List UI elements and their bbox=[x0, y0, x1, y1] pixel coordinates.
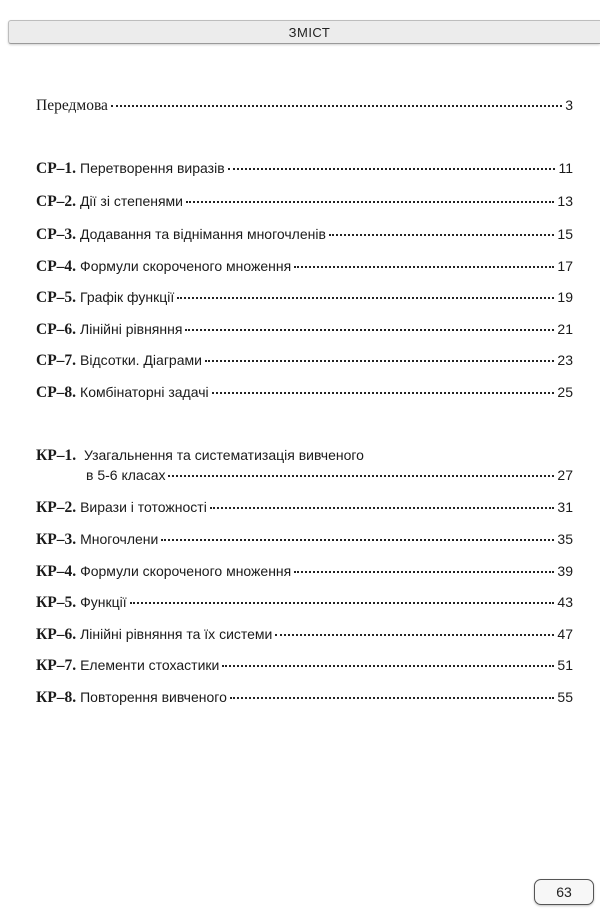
toc-entry-title: Функції bbox=[80, 594, 127, 610]
toc-entry-page: 47 bbox=[557, 626, 573, 642]
toc-entry-page: 43 bbox=[557, 594, 573, 610]
toc-entry-code: КР–4. bbox=[36, 563, 77, 580]
page-title: ЗМІСТ bbox=[288, 24, 331, 40]
toc-entry-page: 27 bbox=[557, 467, 573, 483]
dot-leader bbox=[185, 329, 554, 331]
toc-entry-sr-4[interactable] bbox=[36, 256, 573, 277]
toc-entry-page: 23 bbox=[557, 352, 573, 368]
page-number-badge bbox=[534, 879, 594, 905]
toc-entry-code: СР–6. bbox=[36, 321, 77, 338]
toc-entry-sr-2[interactable] bbox=[36, 191, 573, 212]
toc-entry-kr-1-line1[interactable] bbox=[36, 445, 573, 466]
toc-entry-sr-6[interactable] bbox=[36, 319, 573, 340]
dot-leader bbox=[294, 571, 554, 573]
toc-entry-kr-8[interactable] bbox=[36, 687, 573, 708]
dot-leader bbox=[228, 168, 556, 170]
dot-leader bbox=[329, 234, 555, 236]
toc-entry-code: СР–3. bbox=[36, 226, 77, 243]
toc-entry-title-continued: в 5-6 класах bbox=[86, 467, 166, 483]
toc-entry-code: СР–8. bbox=[36, 384, 77, 401]
toc-entry-page: 21 bbox=[557, 321, 573, 337]
toc-entry-title: Лінійні рівняння та їх системи bbox=[80, 626, 273, 642]
toc-entry-page: 51 bbox=[557, 657, 573, 673]
toc-entry-kr-2[interactable] bbox=[36, 497, 573, 518]
page-number: 63 bbox=[556, 884, 572, 900]
toc-entry-sr-5[interactable] bbox=[36, 287, 573, 308]
toc-entry-title: Графік функції bbox=[80, 289, 175, 305]
dot-leader bbox=[177, 297, 554, 299]
toc-entry-code: КР–8. bbox=[36, 689, 77, 706]
toc-entry-sr-7[interactable] bbox=[36, 350, 573, 371]
toc-entry-page: 17 bbox=[557, 258, 573, 274]
toc-entry-title: Узагальнення та систематизація вивченого bbox=[83, 447, 364, 463]
toc-entry-title: Комбінаторні задачі bbox=[80, 384, 209, 400]
toc-entry-title: Вирази і тотожності bbox=[80, 499, 207, 515]
toc-entry-page: 35 bbox=[557, 531, 573, 547]
toc-entry-title: Дії зі степенями bbox=[80, 193, 184, 209]
toc-entry-code: СР–7. bbox=[36, 352, 77, 369]
toc-entry-page: 3 bbox=[565, 97, 573, 113]
toc-entry-code: СР–1. bbox=[36, 160, 77, 177]
toc-entry-title: Формули скороченого множення bbox=[80, 563, 292, 579]
toc-entry-kr-3[interactable] bbox=[36, 529, 573, 550]
toc-entry-title: Формули скороченого множення bbox=[80, 258, 292, 274]
toc-entry-page: 11 bbox=[558, 160, 573, 176]
toc-entry-sr-8[interactable] bbox=[36, 382, 573, 403]
toc-entry-code: КР–3. bbox=[36, 531, 77, 548]
toc-entry-code: СР–4. bbox=[36, 258, 77, 275]
toc-entry-kr-7[interactable] bbox=[36, 655, 573, 676]
dot-leader bbox=[212, 392, 555, 394]
toc-entry-code: КР–6. bbox=[36, 626, 77, 643]
toc-entry-title: Елементи стохастики bbox=[80, 657, 220, 673]
toc-entry-sr-1[interactable] bbox=[36, 158, 573, 179]
header-bar bbox=[8, 20, 600, 44]
toc-entry-kr-1-line2[interactable] bbox=[36, 465, 573, 485]
toc-entry-page: 39 bbox=[557, 563, 573, 579]
toc-entry-kr-4[interactable] bbox=[36, 561, 573, 582]
toc-entry-title: Передмова bbox=[36, 97, 108, 114]
dot-leader bbox=[230, 697, 555, 699]
toc-entry-code: КР–1. bbox=[36, 447, 77, 464]
toc-entry-page: 19 bbox=[557, 289, 573, 305]
toc-entry-title: Додавання та віднімання многочленів bbox=[80, 226, 326, 242]
toc-entry-title: Перетворення виразів bbox=[80, 160, 225, 176]
toc-entry-code: СР–2. bbox=[36, 193, 77, 210]
toc-entry-code: КР–5. bbox=[36, 594, 77, 611]
dot-leader bbox=[130, 602, 555, 604]
toc-entry-sr-3[interactable] bbox=[36, 224, 573, 245]
dot-leader bbox=[222, 665, 554, 667]
toc-entry-kr-5[interactable] bbox=[36, 592, 573, 613]
dot-leader bbox=[275, 634, 554, 636]
toc-entry-kr-6[interactable] bbox=[36, 624, 573, 645]
dot-leader bbox=[111, 105, 562, 107]
toc-entry-title: Лінійні рівняння bbox=[80, 321, 183, 337]
dot-leader bbox=[186, 201, 554, 203]
dot-leader bbox=[210, 507, 555, 509]
toc-entry-title: Многочлени bbox=[80, 531, 159, 547]
toc-entry-page: 25 bbox=[557, 384, 573, 400]
toc-entry-title: Повторення вивченого bbox=[80, 689, 227, 705]
toc-entry-code: КР–7. bbox=[36, 657, 77, 674]
toc-entry-page: 55 bbox=[557, 689, 573, 705]
toc-entry-preface[interactable] bbox=[36, 95, 573, 116]
toc-entry-page: 13 bbox=[557, 193, 573, 209]
toc-entry-page: 31 bbox=[557, 499, 573, 515]
dot-leader bbox=[205, 360, 554, 362]
dot-leader bbox=[294, 266, 554, 268]
toc-entry-code: КР–2. bbox=[36, 499, 77, 516]
toc-entry-page: 15 bbox=[557, 226, 573, 242]
dot-leader bbox=[168, 475, 554, 477]
toc-entry-title: Відсотки. Діаграми bbox=[80, 352, 202, 368]
toc-entry-code: СР–5. bbox=[36, 289, 77, 306]
dot-leader bbox=[161, 539, 554, 541]
